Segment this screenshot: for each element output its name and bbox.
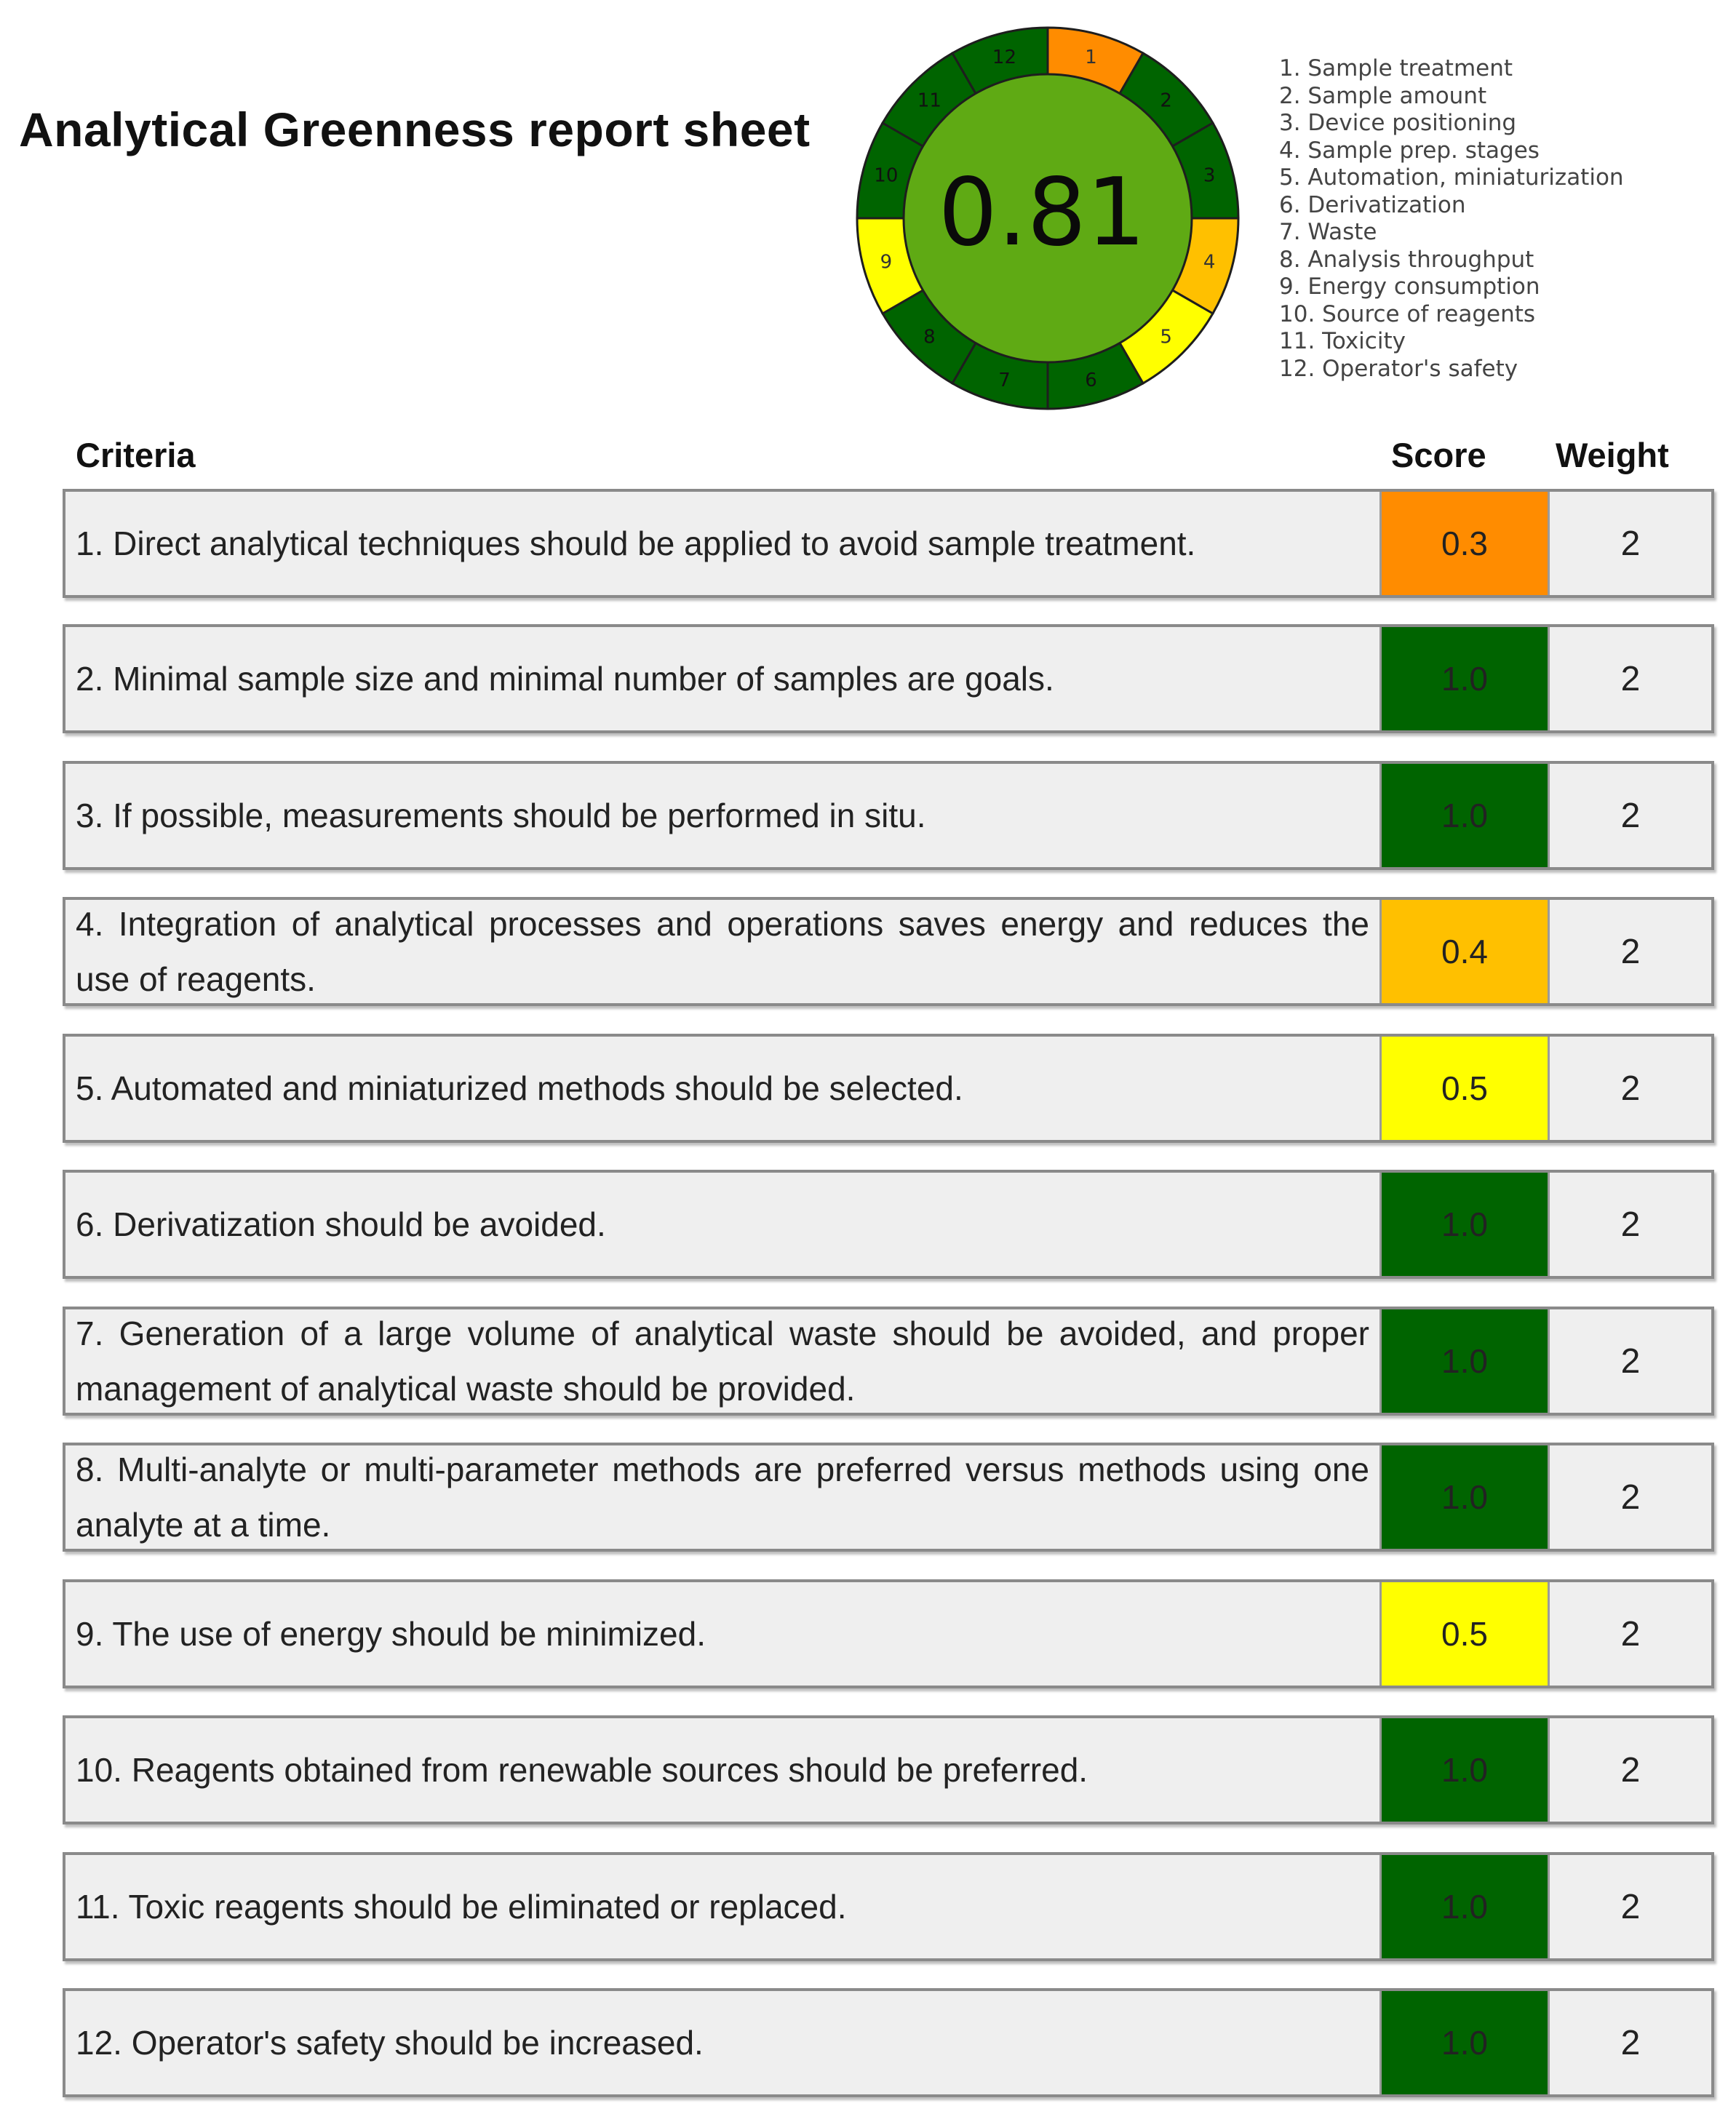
score-cell: 1.0: [1379, 764, 1550, 867]
weight-cell: 2: [1620, 1069, 1641, 1108]
criterion-text: [65, 900, 1379, 1003]
score-cell: 1.0: [1379, 1445, 1550, 1549]
criterion-label: 10. Reagents obtained from renewable sources should be preferred.: [76, 1751, 1088, 1789]
legend-item: 3. Device positioning: [1279, 110, 1517, 136]
score-cell: 1.0: [1379, 1718, 1550, 1822]
criterion-text: [65, 1309, 1379, 1413]
weight-cell: 2: [1620, 796, 1641, 835]
table-row: [63, 897, 1714, 1006]
score-cell: 1.0: [1379, 1173, 1550, 1276]
criterion-text: [65, 1037, 1379, 1140]
criterion-text: [65, 1718, 1379, 1822]
score-header: Score: [1391, 436, 1486, 474]
table-row: [63, 1307, 1714, 1416]
legend-item: 9. Energy consumption: [1279, 274, 1540, 300]
segment-number: 1: [1085, 46, 1097, 68]
segment-number: 11: [917, 89, 941, 112]
criterion-label: 2. Minimal sample size and minimal number of samples are goals.: [76, 660, 1054, 698]
criterion-label: 7. Generation of a large volume of analytical waste should be avoided, and proper management of analytical waste should be provided.: [76, 1315, 1369, 1408]
legend-item: 11. Toxicity: [1279, 328, 1406, 354]
legend-item: 2. Sample amount: [1279, 82, 1487, 109]
score-cell: 0.5: [1379, 1037, 1550, 1140]
weight-cell: 2: [1620, 1750, 1641, 1790]
weight-cell: 2: [1620, 1341, 1641, 1381]
score-cell: 1.0: [1379, 1991, 1550, 2094]
criterion-text: [65, 627, 1379, 730]
weight-cell: 2: [1620, 1477, 1641, 1517]
weight-cell: 2: [1620, 2023, 1641, 2062]
weight-cell: 2: [1620, 932, 1641, 971]
table-row: [63, 1579, 1714, 1688]
criteria-legend: [1279, 55, 1624, 383]
criterion-label: 9. The use of energy should be minimized.: [76, 1615, 706, 1653]
legend-item: 1. Sample treatment: [1279, 55, 1513, 81]
table-row: [63, 624, 1714, 733]
table-row: [63, 1034, 1714, 1143]
criterion-label: 1. Direct analytical techniques should be applied to avoid sample treatment.: [76, 524, 1196, 562]
criterion-text: [65, 1991, 1379, 2094]
criterion-label: 11. Toxic reagents should be eliminated or replaced.: [76, 1888, 847, 1926]
criterion-text: [65, 492, 1379, 595]
segment-number: 2: [1160, 89, 1172, 112]
criterion-label: 6. Derivatization should be avoided.: [76, 1205, 606, 1243]
table-row: [63, 1988, 1714, 2097]
report-title: Analytical Greenness report sheet: [19, 103, 811, 156]
table-row: [63, 489, 1714, 598]
legend-item: 8. Analysis throughput: [1279, 246, 1534, 273]
criterion-text: [65, 1582, 1379, 1686]
criterion-text: [65, 764, 1379, 867]
segment-number: 7: [998, 370, 1011, 392]
segment-number: 12: [992, 46, 1017, 68]
weight-cell: 2: [1620, 1614, 1641, 1654]
criterion-label: 12. Operator's safety should be increased.: [76, 2024, 704, 2062]
table-row: [63, 1715, 1714, 1824]
table-row: [63, 1852, 1714, 1961]
criterion-label: 3. If possible, measurements should be performed in situ.: [76, 797, 926, 834]
weight-cell: 2: [1620, 524, 1641, 563]
criterion-label: 4. Integration of analytical processes and operations saves energy and reduces the use of reagents.: [76, 905, 1369, 998]
legend-item: 6. Derivatization: [1279, 191, 1466, 218]
legend-item: 4. Sample prep. stages: [1279, 137, 1540, 164]
score-cell: 1.0: [1379, 1855, 1550, 1958]
score-cell: 0.4: [1379, 900, 1550, 1003]
table-row: [63, 761, 1714, 870]
weight-cell: 2: [1620, 1205, 1641, 1244]
score-cell: 1.0: [1379, 1309, 1550, 1413]
weight-header: Weight: [1556, 436, 1669, 474]
weight-cell: 2: [1620, 659, 1641, 698]
criterion-label: 8. Multi-analyte or multi-parameter methods are preferred versus methods using one analyte at a time.: [76, 1451, 1369, 1544]
segment-number: 9: [880, 251, 893, 274]
criteria-header: Criteria: [76, 436, 196, 474]
table-row: [63, 1170, 1714, 1279]
segment-number: 4: [1203, 251, 1216, 274]
segment-number: 10: [874, 164, 899, 187]
score-cell: 0.3: [1379, 492, 1550, 595]
segment-number: 8: [923, 326, 936, 348]
score-cell: 0.5: [1379, 1582, 1550, 1686]
segment-number: 3: [1203, 164, 1216, 187]
legend-item: 10. Source of reagents: [1279, 300, 1536, 327]
table-row: [63, 1443, 1714, 1552]
legend-item: 5. Automation, miniaturization: [1279, 164, 1624, 191]
criterion-label: 5. Automated and miniaturized methods should be selected.: [76, 1069, 963, 1107]
legend-item: 12. Operator's safety: [1279, 355, 1518, 382]
criterion-text: [65, 1173, 1379, 1276]
criterion-text: [65, 1855, 1379, 1958]
legend-item: 7. Waste: [1279, 219, 1377, 245]
weight-cell: 2: [1620, 1887, 1641, 1926]
overall-score: 0.81: [938, 159, 1146, 267]
segment-number: 5: [1160, 326, 1172, 348]
segment-number: 6: [1085, 370, 1097, 392]
criterion-text: [65, 1445, 1379, 1549]
greenness-pictogram: [851, 22, 1244, 415]
score-cell: 1.0: [1379, 627, 1550, 730]
